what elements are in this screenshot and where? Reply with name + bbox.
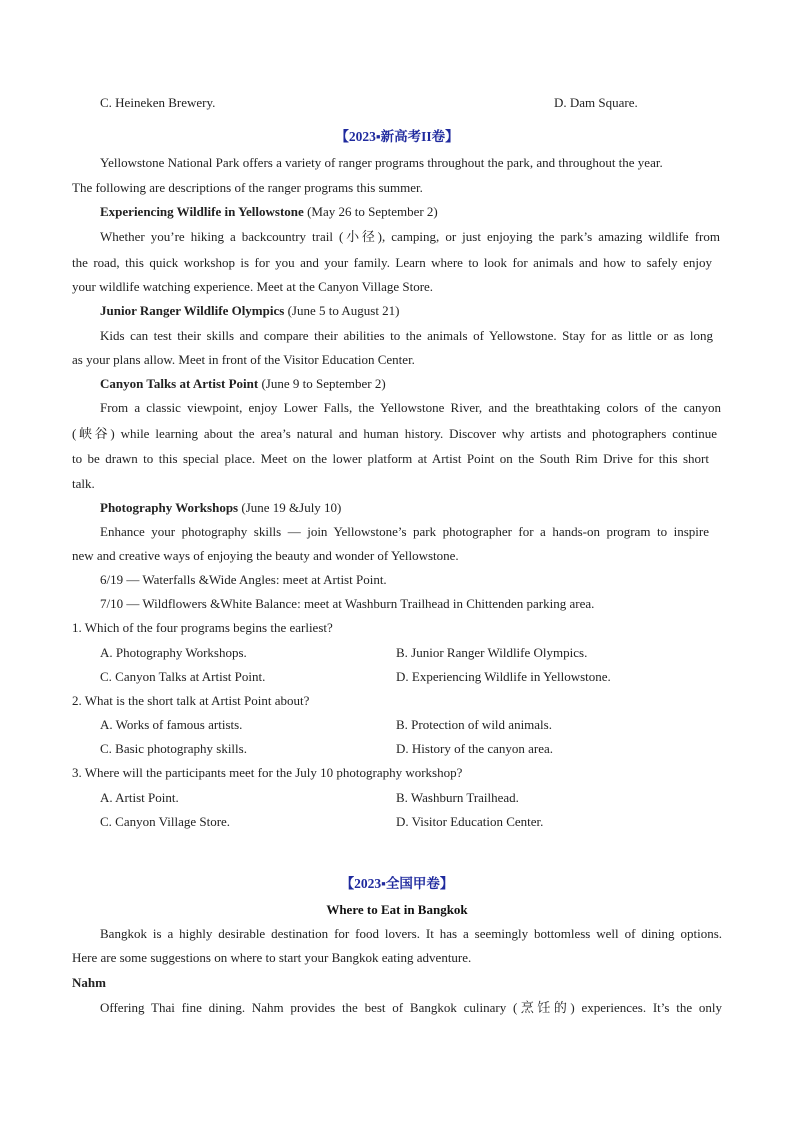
option-c: C. Heineken Brewery.	[100, 95, 216, 110]
answer-option: A. Photography Workshops.	[100, 645, 247, 660]
program-text: 6/19 — Waterfalls &Wide Angles: meet at Artist Point.	[100, 572, 387, 587]
program-title	[100, 303, 400, 319]
intro-text: Yellowstone National Park offers a variety of ranger programs throughout the park, and throughout the year.	[100, 155, 663, 170]
section-heading: 【2023▪新高考II卷】	[335, 129, 459, 144]
program-text: new and creative ways of enjoying the beauty and wonder of Yellowstone.	[72, 548, 459, 563]
answer-option: A. Artist Point.	[100, 790, 179, 805]
question: 3. Where will the participants meet for the July 10 photography workshop?	[72, 765, 463, 780]
answer-option: B. Protection of wild animals.	[396, 717, 552, 732]
program-text: Whether you’re hiking a backcountry trail (小径), camping, or just enjoying the park’s amazing wildlife from	[100, 229, 720, 244]
answer-option: B. Washburn Trailhead.	[396, 790, 519, 805]
program-name: Junior Ranger Wildlife Olympics	[100, 303, 285, 318]
article-title: Where to Eat in Bangkok	[326, 902, 468, 917]
program-dates: (June 5 to August 21)	[284, 303, 400, 318]
answer-option: C. Basic photography skills.	[100, 741, 247, 756]
program-text: From a classic viewpoint, enjoy Lower Falls, the Yellowstone River, and the breathtaking colors of the canyon	[100, 400, 721, 415]
program-dates: (May 26 to September 2)	[303, 204, 438, 219]
section-heading: 【2023▪全国甲卷】	[340, 876, 454, 891]
program-text: (峡谷) while learning about the area’s natural and human history. Discover why artists and photographers continue	[72, 426, 717, 441]
subheading: Nahm	[72, 975, 106, 990]
intro-text: The following are descriptions of the ranger programs this summer.	[72, 180, 423, 195]
program-text: your wildlife watching experience. Meet at the Canyon Village Store.	[72, 279, 434, 294]
answer-option: D. Visitor Education Center.	[396, 814, 544, 829]
answer-option: D. History of the canyon area.	[396, 741, 554, 756]
program-name: Photography Workshops	[100, 500, 239, 515]
program-name: Experiencing Wildlife in Yellowstone	[100, 204, 304, 219]
program-text: talk.	[72, 476, 95, 491]
program-text: Enhance your photography skills — join Yellowstone’s park photographer for a hands-on program to inspire	[100, 524, 709, 539]
answer-option: C. Canyon Talks at Artist Point.	[100, 669, 266, 684]
answer-option: B. Junior Ranger Wildlife Olympics.	[396, 645, 588, 660]
intro-text: Bangkok is a highly desirable destination for food lovers. It has a seemingly bottomless well of dining options.	[100, 926, 722, 941]
program-text: 7/10 — Wildflowers &White Balance: meet at Washburn Trailhead in Chittenden parking area.	[100, 596, 595, 611]
program-title	[100, 376, 386, 392]
answer-option: A. Works of famous artists.	[100, 717, 243, 732]
body-text: Offering Thai fine dining. Nahm provides the best of Bangkok culinary (烹饪的) experiences. It’s the only	[100, 1000, 722, 1015]
program-text: as your plans allow. Meet in front of the Visitor Education Center.	[72, 352, 415, 367]
program-dates: (June 19 &July 10)	[238, 500, 342, 515]
question: 2. What is the short talk at Artist Point about?	[72, 693, 310, 708]
program-text: Kids can test their skills and compare their abilities to the animals of Yellowstone. Stay for as little or as long	[100, 328, 713, 343]
answer-option: C. Canyon Village Store.	[100, 814, 231, 829]
program-dates: (June 9 to September 2)	[258, 376, 386, 391]
answer-option: D. Experiencing Wildlife in Yellowstone.	[396, 669, 611, 684]
program-text: the road, this quick workshop is for you and your family. Learn where to look for animals and how to safely enjoy	[72, 255, 712, 270]
program-name: Canyon Talks at Artist Point	[100, 376, 259, 391]
program-text: to be drawn to this special place. Meet on the lower platform at Artist Point on the South Rim Drive for this short	[72, 451, 709, 466]
program-title	[100, 204, 438, 220]
question: 1. Which of the four programs begins the earliest?	[72, 620, 333, 635]
intro-text: Here are some suggestions on where to start your Bangkok eating adventure.	[72, 950, 472, 965]
program-title	[100, 500, 341, 516]
option-d: D. Dam Square.	[554, 95, 638, 110]
